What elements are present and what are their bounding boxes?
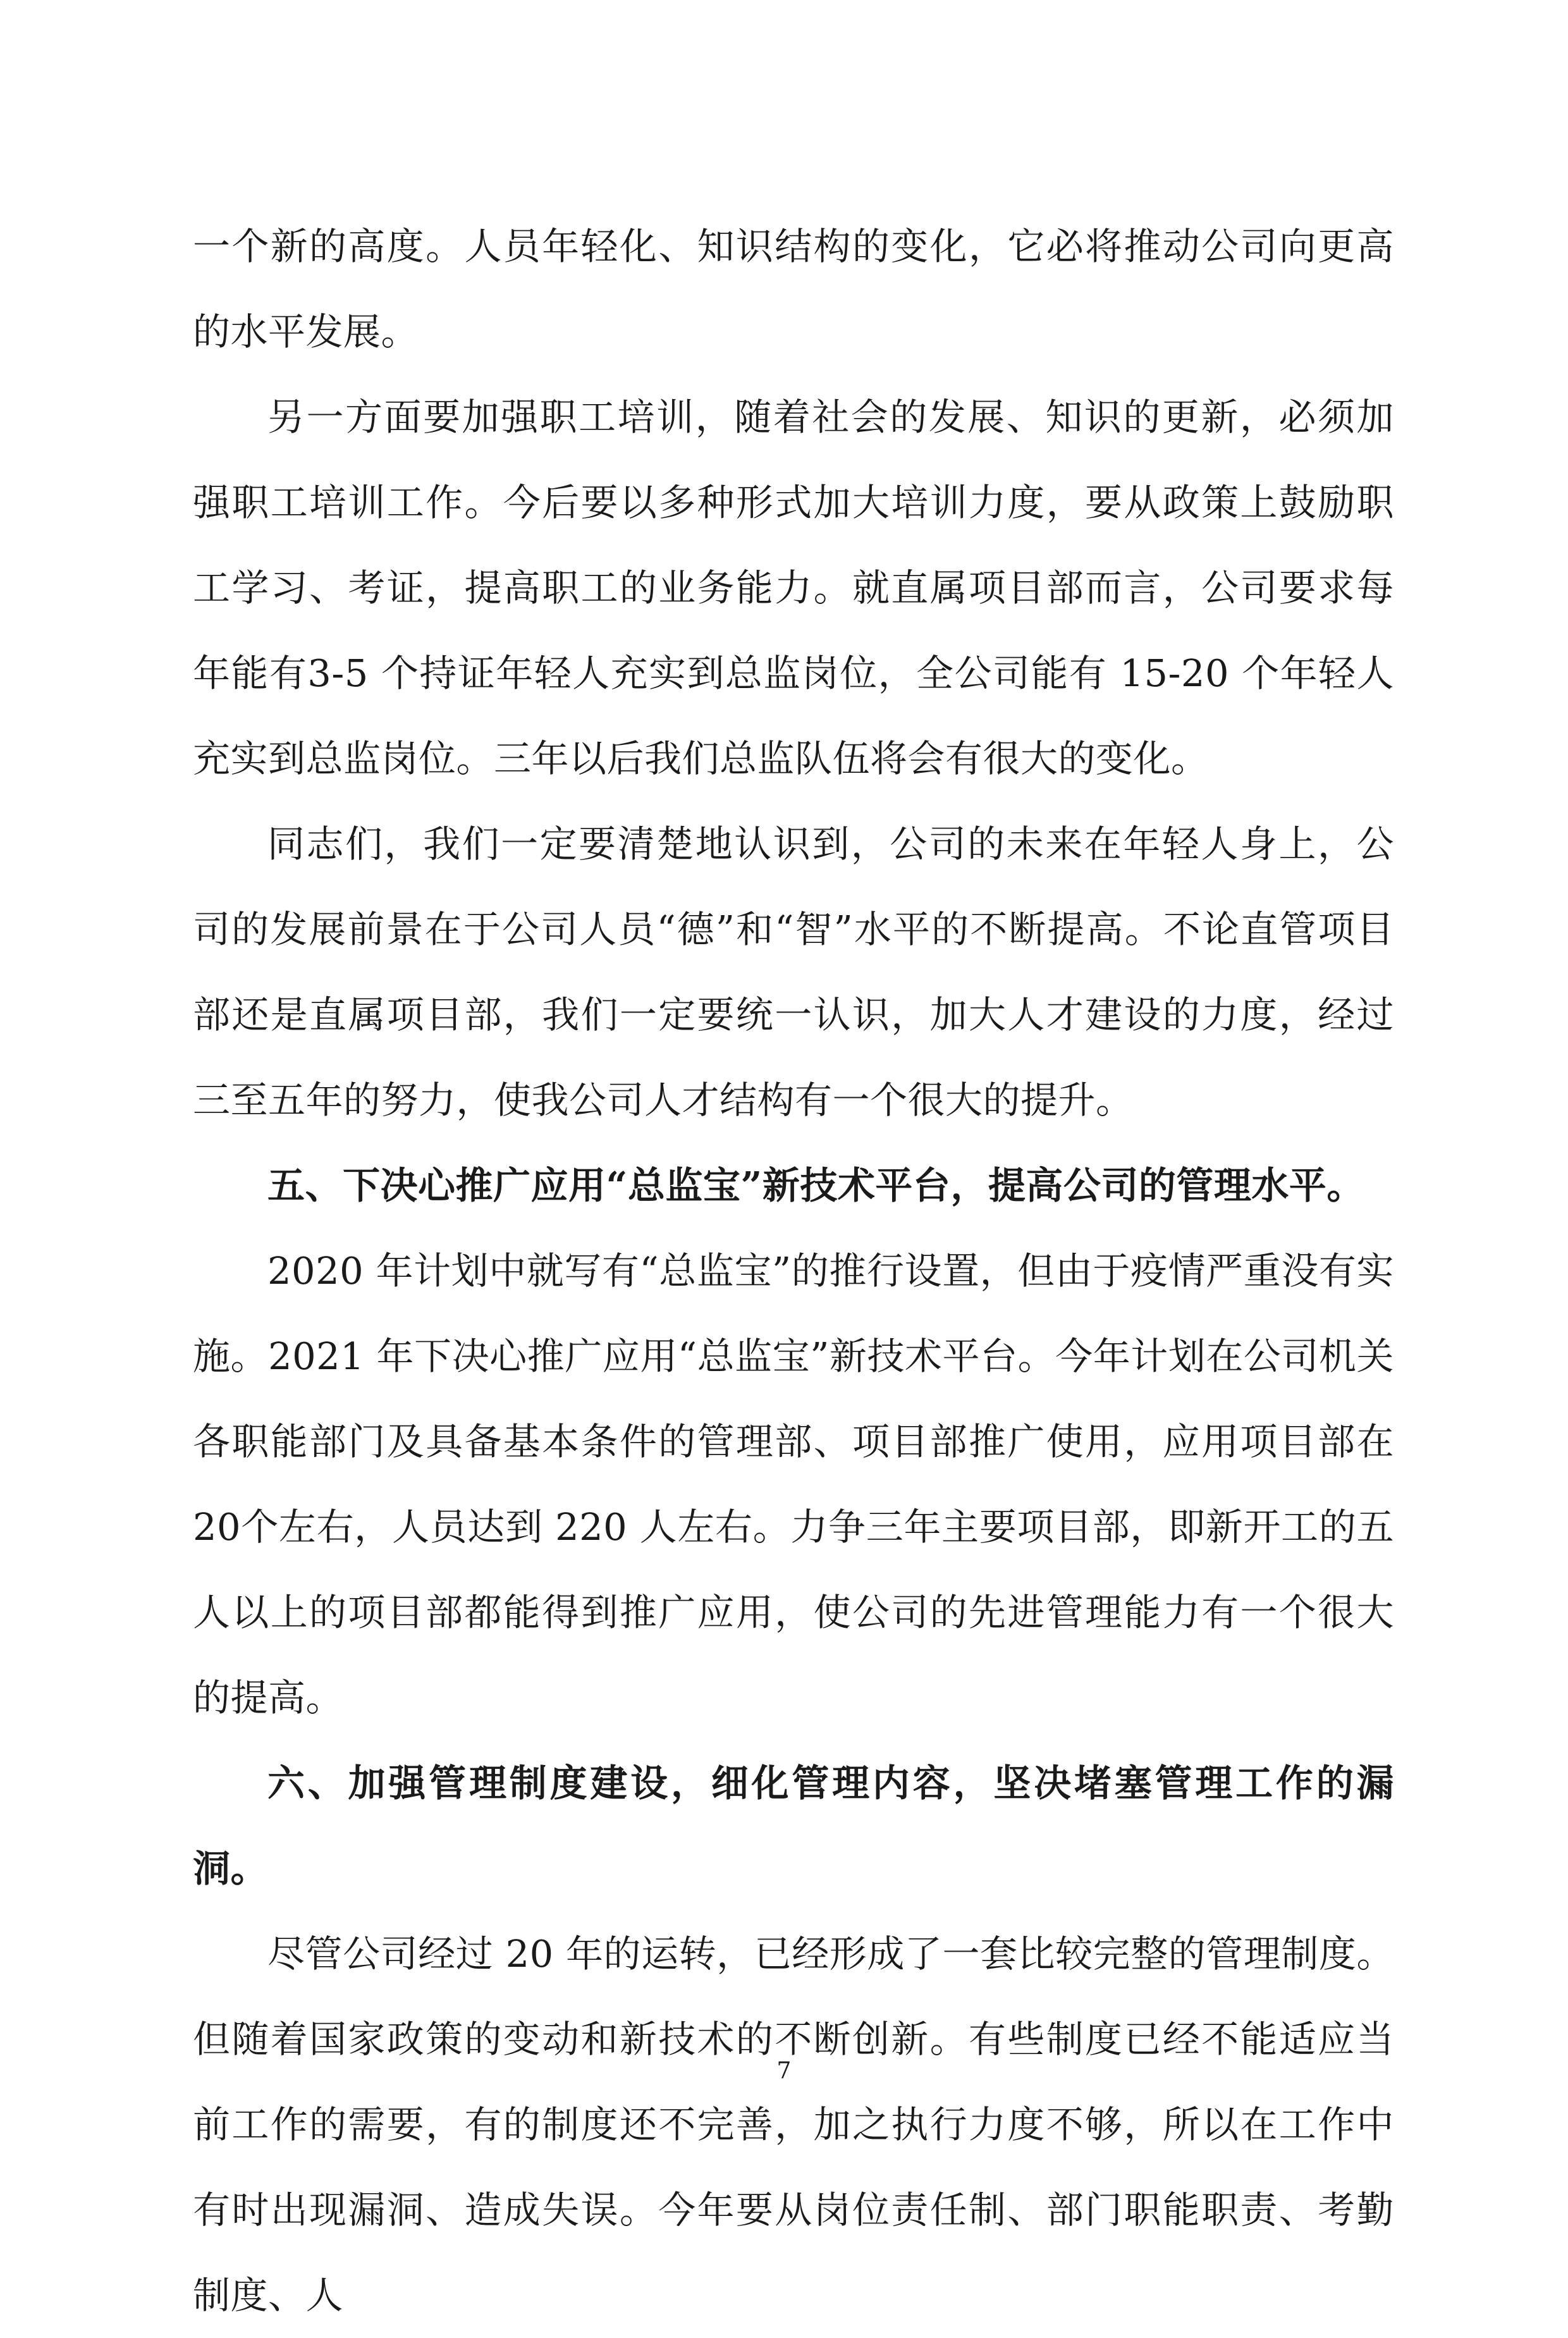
paragraph-3: 同志们，我们一定要清楚地认识到，公司的未来在年轻人身上，公司的发展前景在于公司人员“德”和“智”水平的不断提高。不论直管项目部还是直属项目部，我们一定要统一认识，加大人才建设的力度，经过三至五年的努力，使我公司人才结构有一个很大的提升。 xyxy=(193,822,1394,1122)
paragraph-7: 尽管公司经过 20 年的运转，已经形成了一套比较完整的管理制度。但随着国家政策的变动和新技术的不断创新。有些制度已经不能适应当前工作的需要，有的制度还不完善，加之执行力度不够，所以在工作中有时出现漏洞、造成失误。今年要从岗位责任制、部门职能职责、考勤制度、人 xyxy=(193,1932,1394,2317)
section-heading-5: 五、下决心推广应用“总监宝”新技术平台，提高公司的管理水平。 xyxy=(267,1164,1364,1207)
paragraph-1: 一个新的高度。人员年轻化、知识结构的变化，它必将推动公司向更高的水平发展。 xyxy=(193,225,1394,354)
paragraph-5: 2020 年计划中就写有“总监宝”的推行设置，但由于疫情严重没有实施。2021 年下决心推广应用“总监宝”新技术平台。今年计划在公司机关各职能部门及具备基本条件的管理部、项目部推广使用，应用项目部在 20个左右，人员达到 220 人左右。力争三年主要项目部，即新开工的五人以上的项目部都能得到推广应用，使公司的先进管理能力有一个很大的提高。 xyxy=(193,1249,1394,1720)
body-text xyxy=(193,204,1394,2338)
page-number: 7 xyxy=(776,2058,792,2084)
section-heading-6: 六、加强管理制度建设，细化管理内容，坚决堵塞管理工作的漏洞。 xyxy=(193,1761,1394,1890)
paragraph-2: 另一方面要加强职工培训，随着社会的发展、知识的更新，必须加强职工培训工作。今后要以多种形式加大培训力度，要从政策上鼓励职工学习、考证，提高职工的业务能力。就直属项目部而言，公司要求每年能有3-5 个持证年轻人充实到总监岗位，全公司能有 15-20 个年轻人充实到总监岗位。三年以后我们总监队伍将会有很大的变化。 xyxy=(193,395,1394,780)
